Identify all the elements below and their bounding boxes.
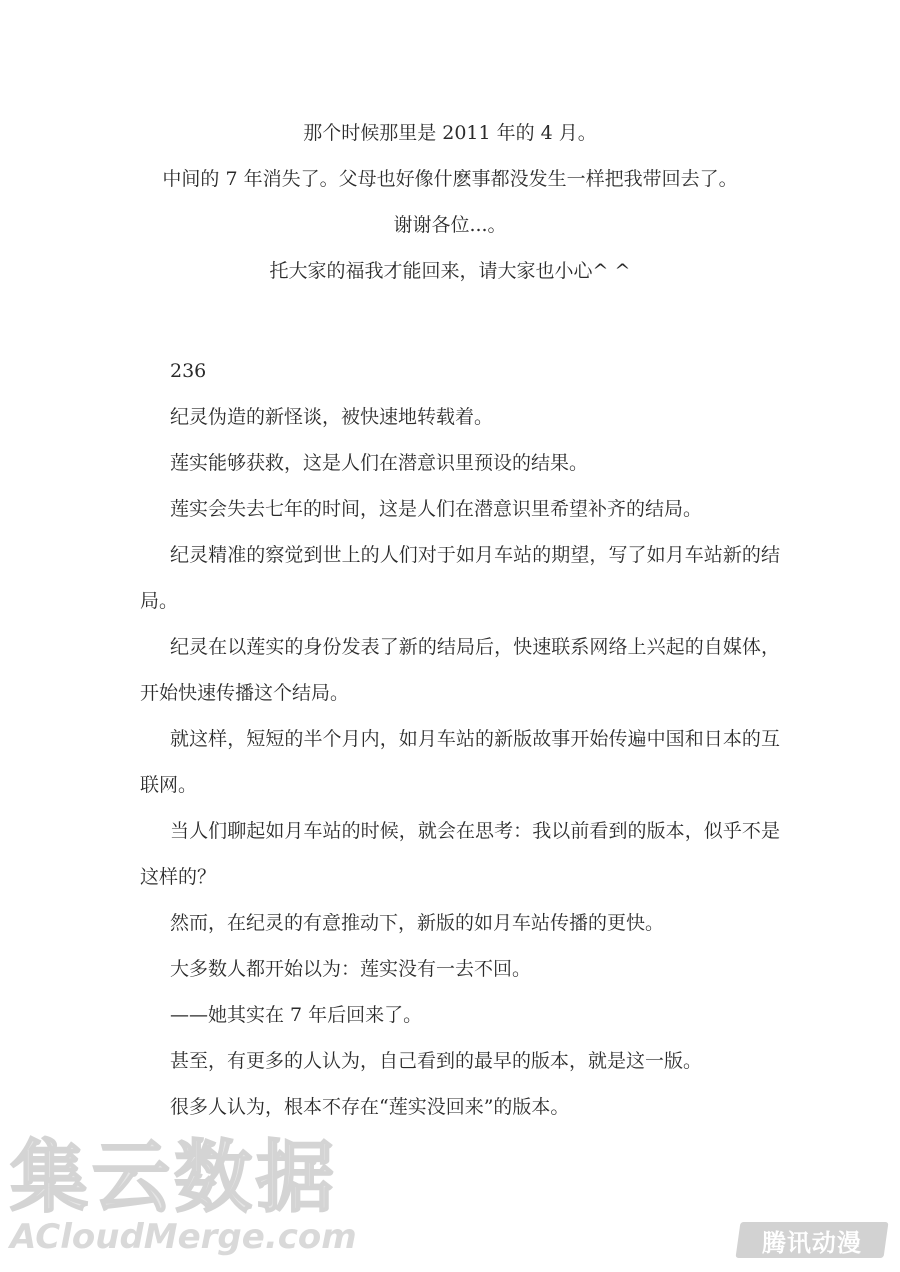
watermark-tencent-comic-logo bbox=[735, 1222, 888, 1258]
centered-line: 谢谢各位...。 bbox=[393, 214, 507, 236]
centered-line: 托大家的福我才能回来，请大家也小心^ ^ bbox=[269, 260, 631, 282]
paragraph: 很多人认为，根本不存在“莲实没回来”的版本。 bbox=[170, 1096, 570, 1118]
paragraph: 纪灵在以莲实的身份发表了新的结局后，快速联系网络上兴起的自媒体，开始快速传播这个结局。 bbox=[140, 636, 780, 704]
chapter-number: 236 bbox=[170, 360, 207, 382]
paragraph: 甚至，有更多的人认为，自己看到的最早的版本，就是这一版。 bbox=[170, 1050, 703, 1072]
centered-quote-block bbox=[0, 110, 900, 294]
paragraph: ——她其实在 7 年后回来了。 bbox=[170, 1004, 423, 1026]
centered-line: 那个时候那里是 2011 年的 4 月。 bbox=[303, 122, 597, 144]
paragraph: 大多数人都开始以为：莲实没有一去不回。 bbox=[170, 958, 532, 980]
paragraph: 纪灵伪造的新怪谈，被快速地转载着。 bbox=[170, 406, 494, 428]
paragraph: 就这样，短短的半个月内，如月车站的新版故事开始传遍中国和日本的互联网。 bbox=[140, 728, 780, 796]
watermark-en-text: ACloudMerge.com bbox=[10, 1217, 357, 1257]
watermark-logo-text: 腾讯动漫 bbox=[762, 1228, 862, 1257]
watermark-acloudmerge bbox=[10, 1135, 380, 1265]
watermark-cn-text: 集云数据 bbox=[10, 1133, 339, 1223]
centered-line: 中间的 7 年消失了。父母也好像什麽事都没发生一样把我带回去了。 bbox=[162, 168, 738, 190]
paragraph: 然而，在纪灵的有意推动下，新版的如月车站传播的更快。 bbox=[170, 912, 665, 934]
paragraph: 莲实会失去七年的时间，这是人们在潜意识里希望补齐的结局。 bbox=[170, 498, 703, 520]
paragraph: 当人们聊起如月车站的时候，就会在思考：我以前看到的版本，似乎不是这样的？ bbox=[140, 820, 780, 888]
body-text bbox=[140, 348, 780, 1130]
paragraph: 莲实能够获救，这是人们在潜意识里预设的结果。 bbox=[170, 452, 589, 474]
paragraph: 纪灵精准的察觉到世上的人们对于如月车站的期望，写了如月车站新的结局。 bbox=[140, 544, 780, 612]
